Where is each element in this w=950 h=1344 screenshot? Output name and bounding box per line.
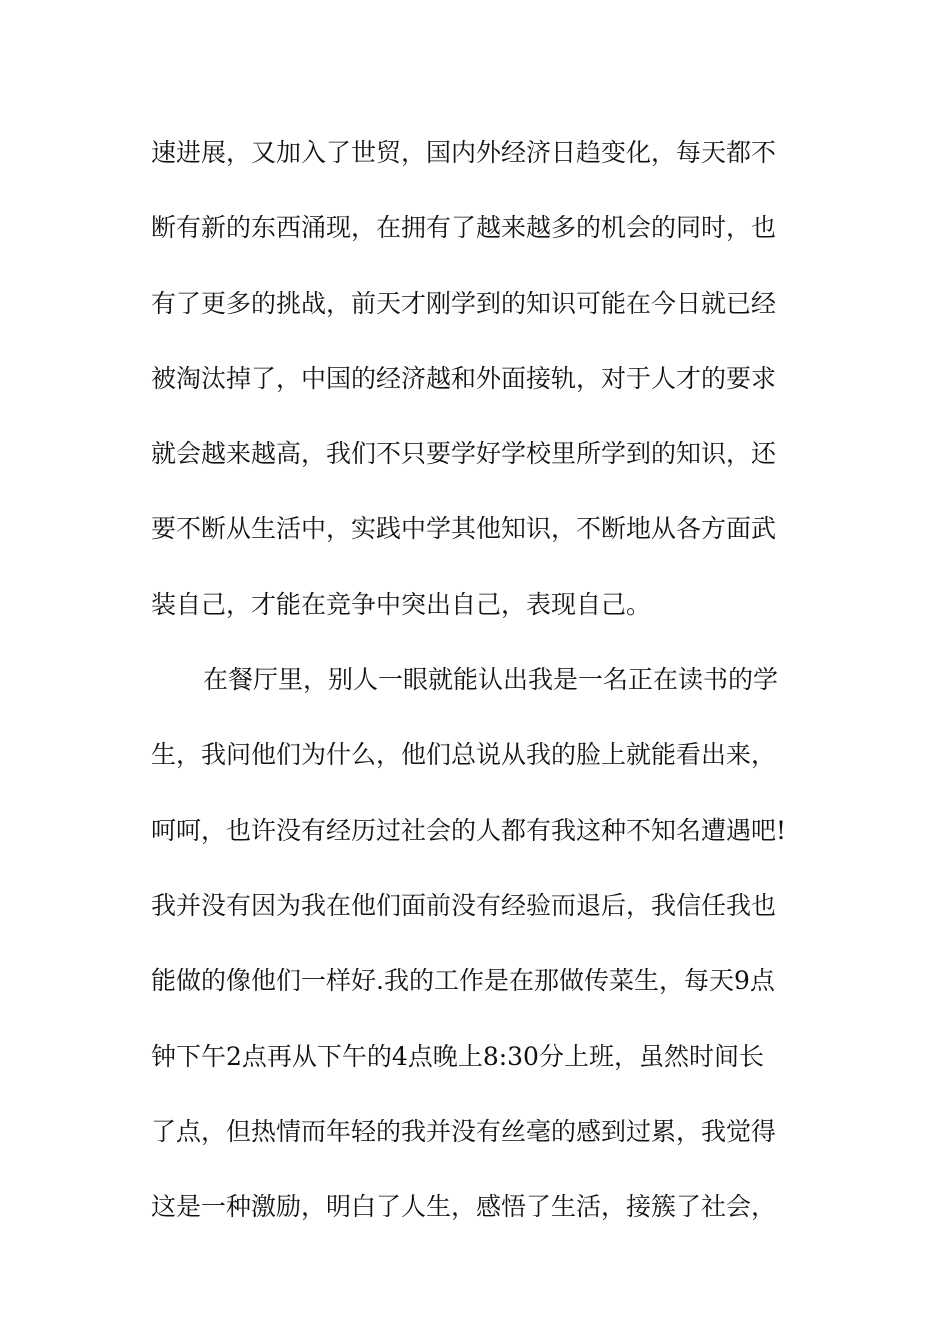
text-line: 我并没有因为我在他们面前没有经验而退后，我信任我也 [151,890,777,920]
text-line: 速进展，又加入了世贸，国内外经济日趋变化，每天都不 [151,138,777,167]
paragraph-first-line: 在餐厅里，别人一眼就能认出我是一名正在读书的学 [203,665,779,695]
text-line: 被淘汰掉了，中国的经济越和外面接轨，对于人才的要求 [151,363,777,393]
text-line: 断有新的东西涌现，在拥有了越来越多的机会的同时，也 [151,213,777,243]
text-line: 装自己，才能在竞争中突出自己，表现自己。 [151,589,652,619]
text-line: 钟下午2点再从下午的4点晚上8:30分上班，虽然时间长 [151,1041,764,1071]
text-line: 能做的像他们一样好.我的工作是在那做传菜生，每天9点 [151,966,775,996]
text-line: 有了更多的挑战，前天才刚学到的知识可能在今日就已经 [151,288,777,318]
text-line: 生，我问他们为什么，他们总说从我的脸上就能看出来， [151,740,777,770]
text-line: 了点，但热情而年轻的我并没有丝毫的感到过累，我觉得 [151,1116,777,1146]
text-line: 就会越来越高，我们不只要学好学校里所学到的知识，还 [151,439,777,469]
text-line: 这是一种激励，明白了人生，感悟了生活，接簇了社会， [151,1192,777,1222]
body-text [151,128,811,1257]
text-line: 呵呵，也许没有经历过社会的人都有我这种不知名遭遇吧! [151,815,787,845]
text-line: 要不断从生活中，实践中学其他知识，不断地从各方面武 [151,514,777,544]
